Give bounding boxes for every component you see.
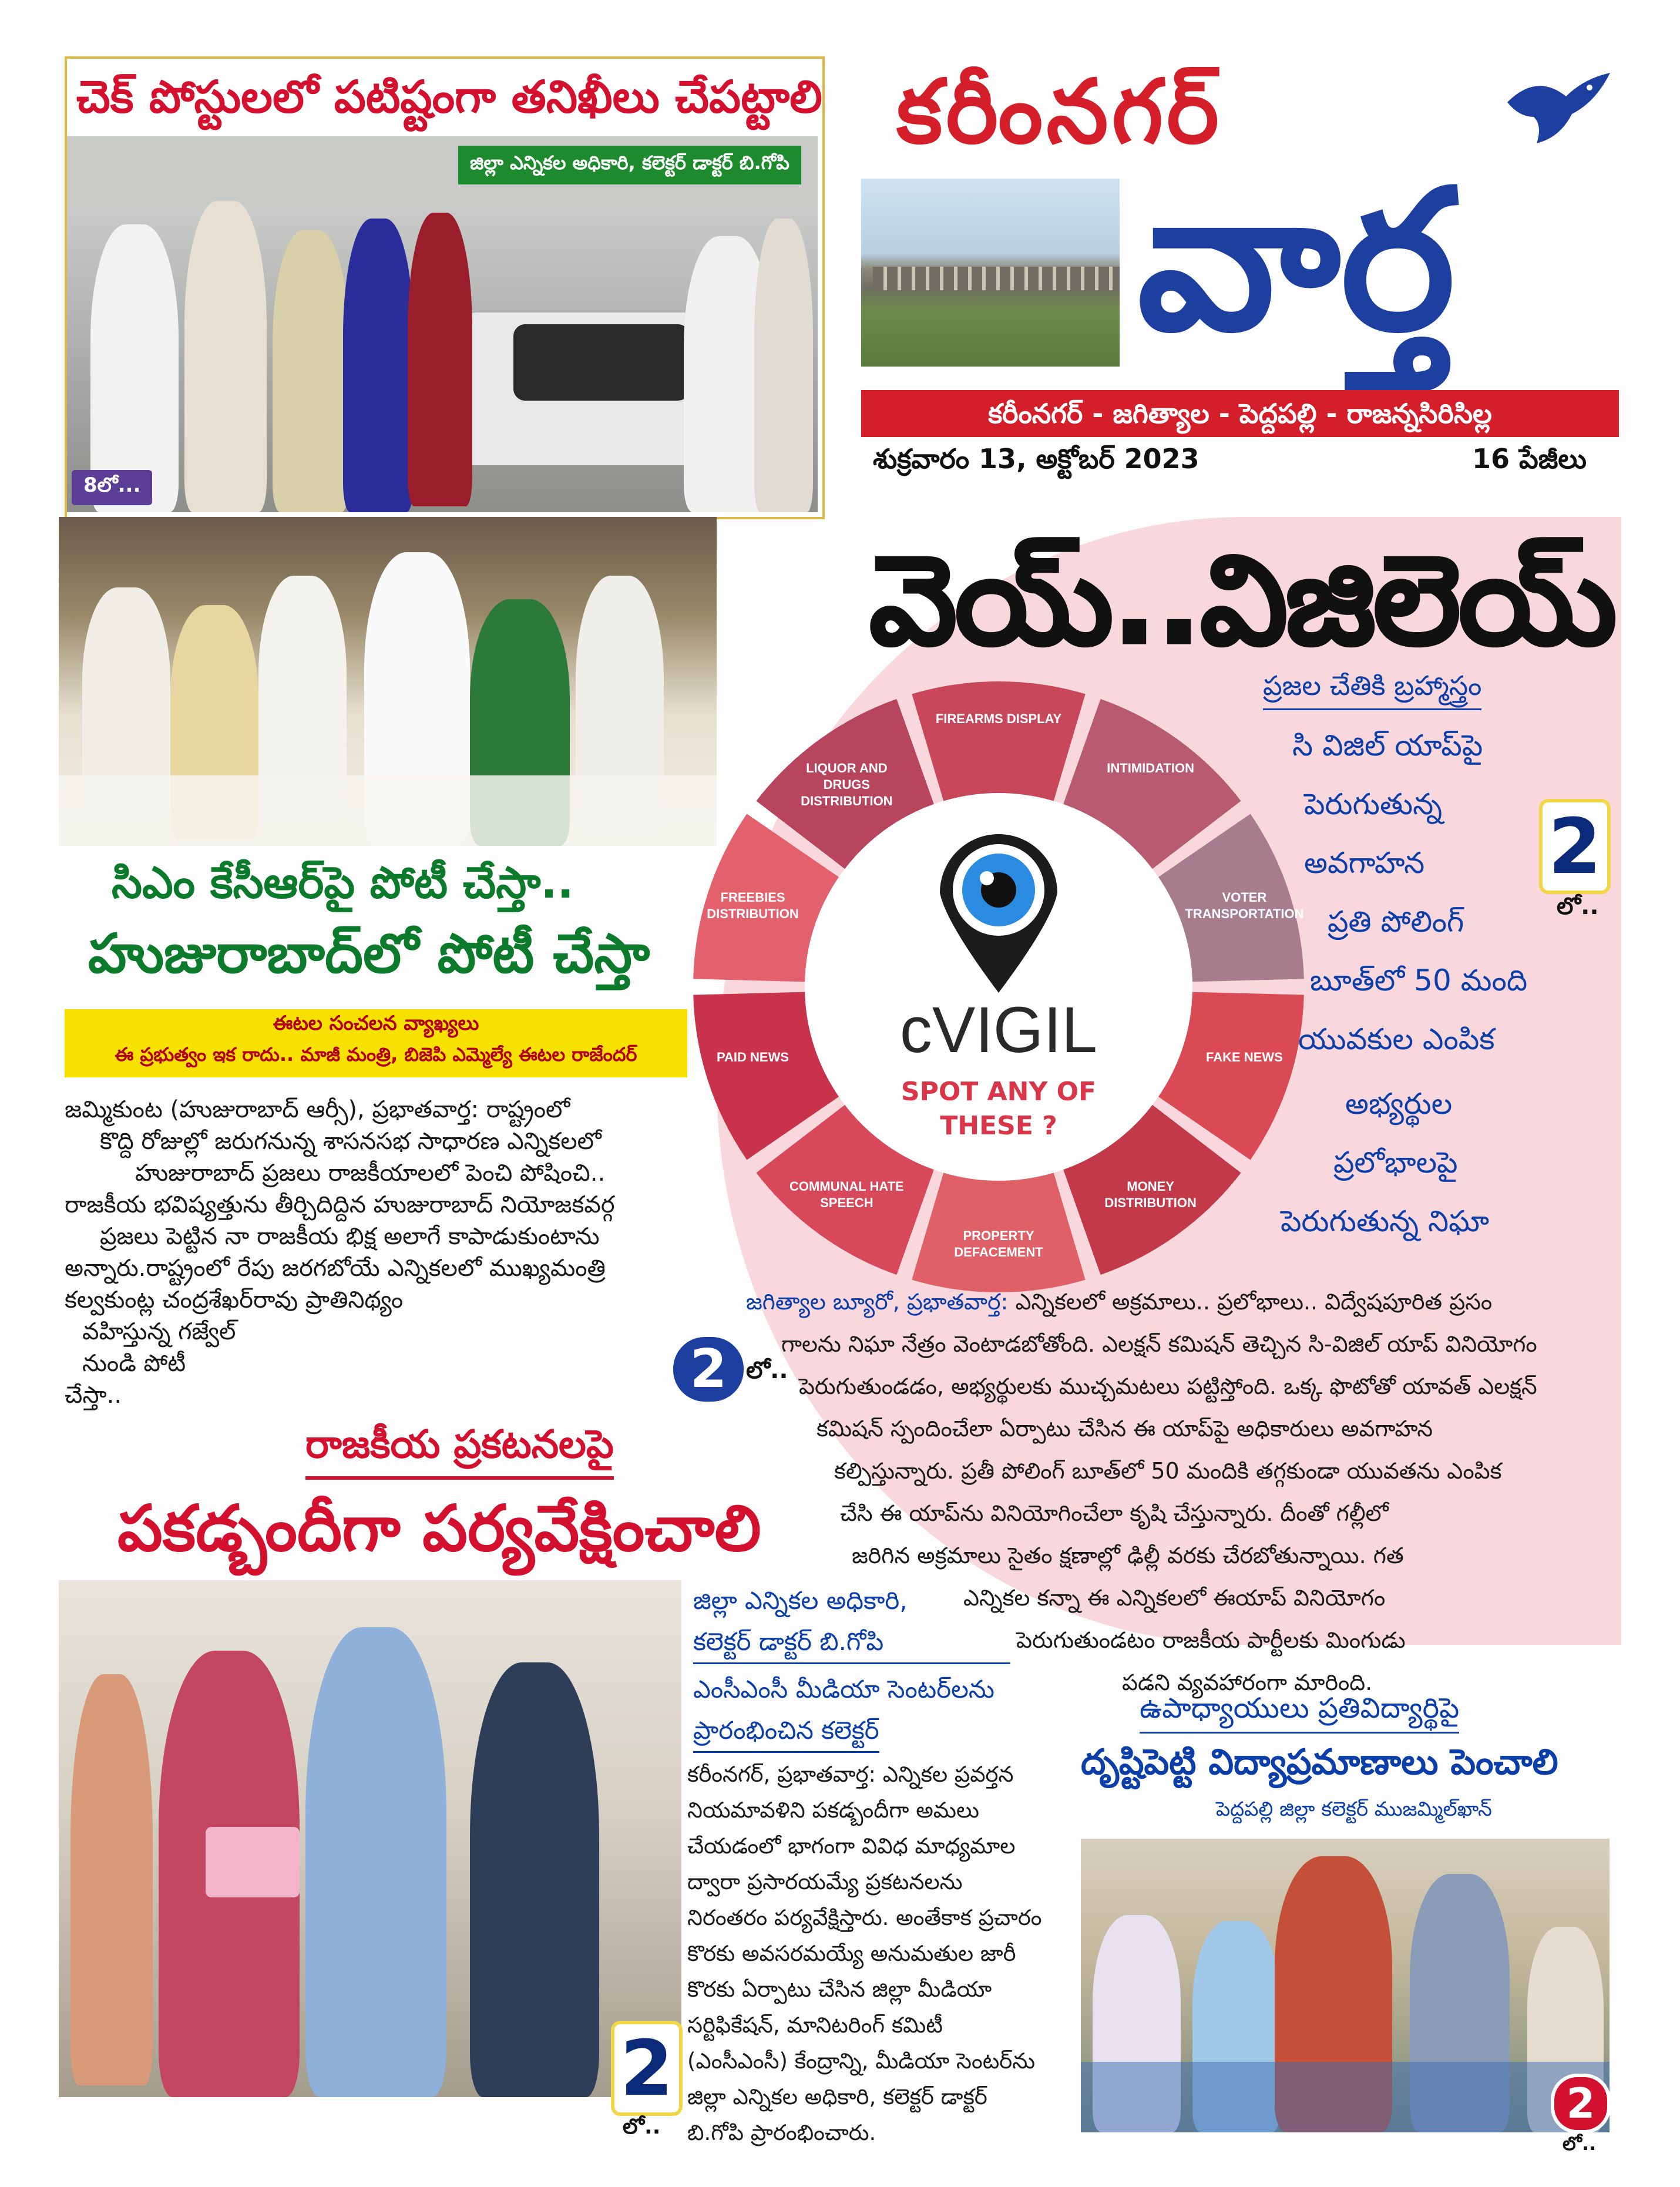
etela-body [65, 1094, 699, 1411]
wheel-segment-label: FAKE NEWS [1206, 1049, 1283, 1064]
cvigil-point: అవగాహన [1304, 846, 1425, 880]
etela-page-ref-badge [670, 1333, 747, 1405]
teachers-byline: పెద్దపల్లి జిల్లా కలెక్టర్ ముజమ్మిల్‌ఖాన్ [1216, 1798, 1492, 1821]
cvigil-body-line: పెరుగుతుండటం రాజకీయ పార్టీలకు మింగుడు [1016, 1627, 1406, 1653]
cvigil-body-line: కల్పిస్తున్నారు. ప్రతీ పోలింగ్ బూత్‌లో 50 మందికి తగ్గకుండా యువతను ఎంపిక [834, 1458, 1502, 1484]
cvigil-point: ప్రతి పోలింగ్ [1328, 905, 1464, 939]
wheel-segment-label: PROPERTY DEFACEMENT [954, 1228, 1043, 1259]
cvigil-body-line: ఎన్నికల కన్నా ఈ ఎన్నికలలో ఈయాప్ వినియోగం [963, 1585, 1386, 1611]
etela-body-line: అన్నారు.రాష్ట్రంలో రేపు జరగబోయే ఎన్నికలలో ముఖ్యమంత్రి [65, 1255, 606, 1282]
cvigil-point: పెరుగుతున్న [1304, 787, 1443, 821]
mcmc-body-line: ద్వారా ప్రసారయమ్యే ప్రకటనలను [687, 1869, 963, 1894]
wheel-segment-label: VOTER TRANSPORTATION [1185, 890, 1304, 922]
etela-body-line: జమ్మికుంట (హుజురాబాద్ ఆర్సీ), ప్రభాతవార్త: రాష్ట్రంలో [65, 1096, 570, 1123]
cvigil-page-ref-suffix: లో.. [1557, 893, 1599, 920]
etela-page-ref-suffix: లో.. [746, 1357, 788, 1384]
checkpost-headline: చెక్ పోస్టులలో పటిష్టంగా తనిఖీలు చేపట్టాలి [76, 70, 822, 123]
cvigil-body-line: ఎన్నికలలో అక్రమాలు.. ప్రలోభాలు.. విద్వేషపూరిత ప్రసం [1015, 1289, 1493, 1315]
etela-body-line: వహిస్తున్న గజ్వేల్ [82, 1318, 236, 1345]
mcmc-body-line: కొరకు ఏర్పాటు చేసిన జిల్లా మీడియా [687, 1977, 992, 2002]
wheel-segment-label: COMMUNAL HATE SPEECH [789, 1178, 904, 1210]
cvigil-body-line: చేసి ఈ యాప్‌ను వినియోగించేలా కృషి చేస్తున్నారు. దీంతో గల్లీలో [840, 1500, 1389, 1526]
masthead-title-line1: కరీంనగర్ [896, 61, 1223, 163]
cvigil-point: పెరుగుతున్న నిఘా [1281, 1204, 1490, 1238]
cvigil-body-lead: జగిత్యాల బ్యూరో, ప్రభాతవార్త: [746, 1289, 1009, 1315]
wheel-segment-label: PAID NEWS [717, 1049, 789, 1064]
cvigil-center-title: cVIGIL [899, 994, 1098, 1066]
etela-body-line: కల్వకుంట్ల చంద్రశేఖర్‌రావు ప్రాతినిథ్యం [65, 1286, 404, 1313]
mcmc-body-line: కొరకు అవసరమయ్యే అనుమతుల జారీ [687, 1941, 1016, 1966]
cvigil-headline: వెయ్..విజిలెయ్ [869, 529, 1615, 673]
etela-body-line: హుజురాబాద్ ప్రజలు రాజకీయాలలో పెంచి పోషించి.. [135, 1160, 606, 1187]
mcmc-sub-line: ఎంసీఎంసీ మీడియా సెంటర్‌లను [693, 1675, 994, 1704]
cvigil-point: ప్రలోభాలపై [1333, 1145, 1458, 1180]
mcmc-body-line: సర్టిఫికేషన్, మానిటరింగ్ కమిటీ [687, 2013, 943, 2038]
mcmc-page-ref-suffix: లో.. [623, 2115, 661, 2139]
teachers-page-ref-badge [1551, 2074, 1611, 2134]
masthead-title-line2: వార్త [1137, 148, 1456, 374]
mcmc-body-line: నిరంతరం పర్యవేక్షిస్తారు. అంతేకాక ప్రచారం [687, 1905, 1042, 1930]
masthead [861, 61, 1619, 484]
wheel-segment-label: INTIMIDATION [1107, 761, 1194, 776]
cvigil-page-ref-num: 2 [1548, 802, 1602, 891]
cvigil-point: ప్రజల చేతికి బ్రహ్మాస్త్రం [1263, 670, 1481, 710]
cvigil-eye-icon [928, 822, 1069, 999]
etela-kicker: ఈటల సంచలన వ్యాఖ్యలు [273, 1012, 479, 1035]
cvigil-body-line: కమిషన్ స్పందించేలా ఏర్పాటు చేసిన ఈ యాప్‌పై అధికారులు అవగాహన [817, 1416, 1433, 1442]
etela-body-line: ప్రజలు పెట్టిన నా రాజకీయ భిక్ష అలాగే కాపాడుకుంటాను [100, 1223, 600, 1250]
mcmc-body-line: చేయడంలో భాగంగా వివిధ మాధ్యమాల [687, 1833, 1016, 1859]
mcmc-body [687, 1756, 1075, 2151]
mcmc-headline: పకడ్బందీగా పర్యవేక్షించాలి [117, 1492, 761, 1565]
cvigil-point: యువకుల ఎంపిక [1298, 1022, 1495, 1056]
mcmc-body-line: నియమావళిని పకడ్బందీగా అమలు [687, 1798, 979, 1823]
cvigil-point: బూత్‌లో 50 మంది [1310, 963, 1528, 997]
checkpost-photo [67, 136, 818, 512]
masthead-date: శుక్రవారం 13, అక్టోబర్ 2023 [873, 443, 1199, 475]
teachers-photo [1081, 1839, 1610, 2132]
cvigil-page-ref-badge [1539, 799, 1611, 894]
cvigil-body-line: పెరుగుతుండడం, అభ్యర్థులకు ముచ్చమటలు పట్టిస్తోంది. ఒక్క ఫొటోతో యావత్ ఎలక్షన్ [799, 1373, 1537, 1399]
teachers-headline: దృష్టిపెట్టి విద్యాప్రమాణాలు పెంచాలి [1081, 1742, 1558, 1783]
mcmc-sub-line: జిల్లా ఎన్నికల అధికారి, [693, 1586, 908, 1615]
etela-body-line: కొద్ది రోజుల్లో జరుగనున్న శాసనసభ సాధారణ ఎన్నికలలో [100, 1128, 602, 1155]
wheel-segment-label: LIQUOR AND DRUGS DISTRIBUTION [801, 761, 893, 809]
masthead-districts: కరీంనగర్ - జగిత్యాల - పెద్దపల్లి - రాజన్నసిరిసిల్ల [861, 390, 1619, 437]
mcmc-sub-line: ప్రారంభించిన కలెక్టర్ [693, 1710, 879, 1753]
mcmc-body-line: కరీంనగర్, ప్రభాతవార్త: ఎన్నికల ప్రవర్తన [687, 1762, 1014, 1787]
etela-photo [59, 517, 717, 846]
etela-body-line: రాజకీయ భవిష్యత్తును తీర్చిదిద్దిన హుజురాబాద్ నియోజకవర్గ [65, 1191, 615, 1218]
dam-photo [861, 179, 1120, 367]
etela-subkicker: ఈ ప్రభుత్వం ఇక రాదు.. మాజీ మంత్రి, బిజెపి ఎమ్మెల్యే ఈటల రాజేందర్ [115, 1043, 637, 1066]
checkpost-page-ref: 8లో... [72, 470, 152, 505]
mcmc-body-line: (ఎంసీఎంసీ) కేంద్రాన్ని, మీడియా సెంటర్‌ను [687, 2048, 1035, 2074]
mcmc-sub-line: కలెక్టర్ డాక్టర్ బి.గోపి [693, 1621, 1010, 1664]
masthead-pages: 16 పేజీలు [1472, 443, 1587, 475]
wheel-segment-label: FREEBIES DISTRIBUTION [707, 890, 799, 922]
mcmc-photo [59, 1580, 681, 2097]
mcmc-page-ref-badge [611, 2021, 683, 2116]
cvigil-body-line: పడని వ్యవహారంగా మారింది. [1122, 1669, 1373, 1695]
etela-page-ref-num: 2 [690, 1338, 727, 1400]
teachers-kicker: ఉపాధ్యాయులు ప్రతివిద్యార్థిపై [1140, 1692, 1459, 1734]
mcmc-sub [693, 1580, 1010, 1753]
etela-headline-line1: సిఎం కేసీఆర్‌పై పోటీ చేస్తా.. [112, 858, 574, 908]
cvigil-point: సి విజిల్ యాప్‌పై [1292, 728, 1483, 762]
checkpost-byline: జిల్లా ఎన్నికల అధికారి, కలెక్టర్ డాక్టర్ బి.గోపి [458, 146, 801, 184]
mcmc-page-ref-num: 2 [620, 2024, 674, 2113]
teachers-page-ref-num: 2 [1566, 2080, 1595, 2128]
etela-body-line: చేస్తా.. [65, 1382, 122, 1409]
mcmc-body-line: జిల్లా ఎన్నికల అధికారి, కలెక్టర్ డాక్టర్ [687, 2084, 987, 2109]
teachers-page-ref-suffix: లో.. [1563, 2132, 1597, 2155]
mcmc-kicker: రాజకీయ ప్రకటనలపై [305, 1422, 614, 1480]
wheel-segment [912, 681, 1085, 801]
cvigil-body-line: గాలను నిఘా నేత్రం వెంటాడబోతోంది. ఎలక్షన్ కమిషన్ తెచ్చిన సి-విజిల్ యాప్ వినియోగం [781, 1331, 1537, 1357]
etela-body-line: నుండి పోటీ [82, 1350, 186, 1377]
etela-headline-line2: హుజురాబాద్‌లో పోటీ చేస్తా [88, 922, 650, 985]
cvigil-body-line: జరిగిన అక్రమాలు సైతం క్షణాల్లో ఢిల్లీ వరకు చేరబోతున్నాయి. గత [852, 1543, 1404, 1568]
dove-icon [1501, 67, 1613, 155]
cvigil-center-sub: SPOT ANY OF THESE ? [901, 1077, 1097, 1141]
wheel-segment-label: FIREARMS DISPLAY [935, 711, 1062, 726]
wheel-segment-label: MONEY DISTRIBUTION [1104, 1178, 1197, 1210]
mcmc-body-line: బి.గోపి ప్రారంభించారు. [687, 2120, 876, 2145]
cvigil-point: అభ్యర్థుల [1345, 1087, 1453, 1121]
